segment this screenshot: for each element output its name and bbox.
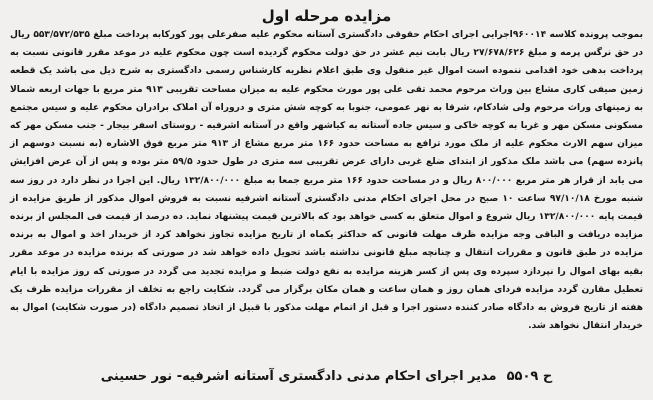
auction-notice bbox=[8, 4, 645, 394]
notice-body: بموجب پرونده کلاسه ۹۶۰۰۱۴اجرایی اجرای احکام حقوقی دادگستری آستانه محکوم علیه صفرعلی پور کورکابه پرداخت مبلغ ۵۵۳/۵۷۲/۵۳۵ ریال در حق نرگس پرمه و مبلغ ۲۷/۶۷۸/۶۲۶ ریال بابت نیم عشر در حق دولت محکوم گردیده است چون محکوم علیه در موعد مقرر قانونی نسبت به پرداخت بدهی خود اقدامی ننموده است اموال غیر منقول وی طبق اعلام نظریه کارشناس رسمی دادگستری به شرح ذیل می باشد یک قطعه زمین صیفی کاری مشاع بین وراث مرحوم محمد تقی علی پور مورث محکوم علیه به میزان مساحت تقریبی ۹۱۳ متر مربع با جهات اربعه شمالا به زمینهای وراث مرحوم ولی شادکام، شرقا به نهر عمومی، جنوبا به کوچه شش متری و دروراه آن املاک برادران محکوم علیه و سیس مجتمع مسکونی مسکن مهر و غربا به کوچه خاکی و سیس جاده آستانه به کیاشهر واقع در آستانه اشرفیه - روستای اسفر بیجار - جنب مسکن مهر که میزان سهم الارث محکوم علیه از ملک مورد ترافع به مساحت حدود ۱۶۶ متر مربع مشاع از ۹۱۳ متر مربع فوق الاشاره (به نسبت دوسهم از پانزده سهم) می باشد ملک مذکور از ابتدای ضلع غربی دارای عرض تقریبی سه متری در طول حدود ۵۹/۵ متر بوده و پس از آن عرض افزایش می یابد از قرار هر متر مربع ۸۰۰/۰۰۰ ریال و در مساحت حدود ۱۶۶ متر مربع جمعا به مبلغ ۱۳۲/۸۰۰/۰۰۰ ریال. این اجرا در نظر دارد در روز سه شنبه مورخ ۹۷/۱۰/۱۸ ساعت ۱۰ صبح در محل اجرای احکام مدنی دادگستری آستانه اشرفیه نسبت به فروش اموال مذکور از طریق مزایده از قیمت پایه ۱۳۲/۸۰۰/۰۰۰ ریال شروع و اموال متعلق به کسی خواهد بود که بالاترین قیمت پیشنهاد نماید. ده درصد از قیمت فی المجلس از برنده مزایده دریافت و الباقی وجه مزایده ظرف مهلت قانونی که حداکثر یکماه از تاریخ مزایده تجاوز نخواهد کرد از خریدار اخذ و اموال به برنده مزایده در طبق قانون و مقررات انتقال و چنانچه مبلغ قانونی نداشته باشد تحویل داده خواهد شد در صورتی که برنده مزایده در موعد مقرر بقیه بهای اموال را نپردازد سپرده وی پس از کسر هزینه مزایده به نفع دولت ضبط و مزایده تجدید می گردد در صورتی که روز مزایده با ایام تعطیل مقارن گردد مزایده فردای همان روز و همان ساعت و همان مکان برگزار می گردد. شکایت راجع به تخلف از مقررات مزایده ظرف یک هفته از تاریخ فروش به دادگاه صادر کننده دستور اجرا و قبل از اتمام مهلت مذکور با قبیل از اتخاذ تصمیم دادگاه (در صورت شکایت) اموال به خریدار انتقال نخواهد شد. bbox=[10, 30, 644, 332]
notice-title: مزایده مرحله اول bbox=[261, 7, 392, 25]
notice-signature: مدیر اجرای احکام مدنی دادگستری آستانه اشرفیه- نور حسینی bbox=[100, 368, 497, 384]
notice-footer bbox=[8, 364, 645, 388]
notice-code: ح ۵۵۰۹ bbox=[506, 368, 553, 384]
